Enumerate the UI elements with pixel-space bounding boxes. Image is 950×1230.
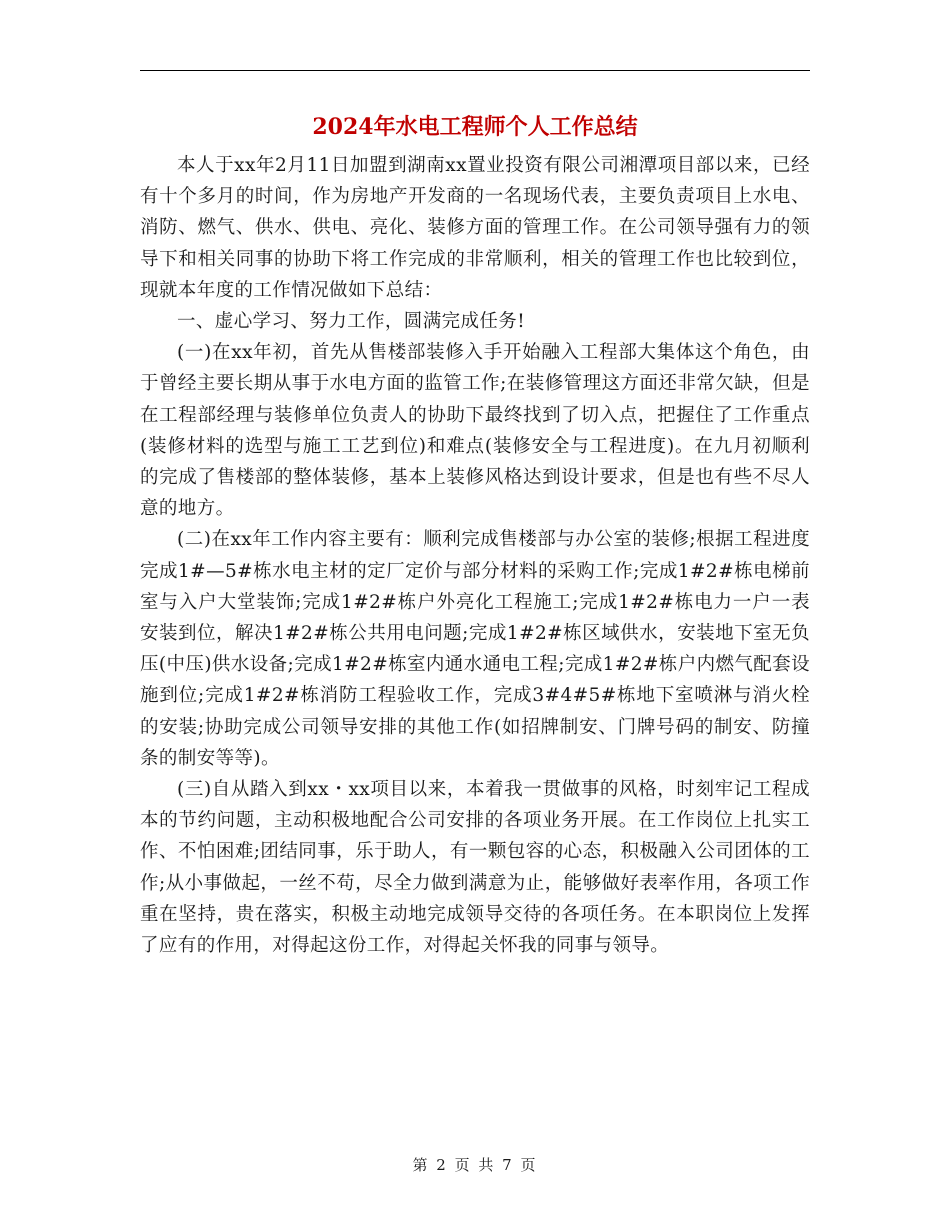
header-rule (140, 70, 810, 71)
document-body (140, 150, 810, 961)
paragraph-intro: 本人于xx年2月11日加盟到湖南xx置业投资有限公司湘潭项目部以来，已经有十个多月的时间，作为房地产开发商的一名现场代表，主要负责项目上水电、消防、燃气、供水、供电、亮化、装修方面的管理工作。在公司领导强有力的领导下和相关同事的协助下将工作完成的非常顺利，相关的管理工作也比较到位，现就本年度的工作情况做如下总结： (140, 155, 810, 301)
paragraph-item-1: (一)在xx年初，首先从售楼部装修入手开始融入工程部大集体这个角色，由于曾经主要长期从事于水电方面的监管工作;在装修管理这方面还非常欠缺，但是在工程部经理与装修单位负责人的协助下最终找到了切入点，把握住了工作重点(装修材料的选型与施工工艺到位)和难点(装修安全与工程进度)。在九月初顺利的完成了售楼部的整体装修，基本上装修风格达到设计要求，但是也有些不尽人意的地方。 (140, 342, 810, 520)
paragraph-item-3: (三)自从踏入到xx・xx项目以来，本着我一贯做事的风格，时刻牢记工程成本的节约问题，主动积极地配合公司安排的各项业务开展。在工作岗位上扎实工作、不怕困难;团结同事，乐于助人，有一颗包容的心态，积极融入公司团体的工作;从小事做起，一丝不苟，尽全力做到满意为止，能够做好表率作用，各项工作重在坚持，贵在落实，积极主动地完成领导交待的各项任务。在本职岗位上发挥了应有的作用，对得起这份工作，对得起关怀我的同事与领导。 (140, 779, 810, 957)
page-number-footer: 第 2 页 共 7 页 (412, 1156, 538, 1174)
section-heading-1: 一、虚心学习、努力工作，圆满完成任务! (177, 311, 526, 333)
document-title: 2024年水电工程师个人工作总结 (312, 114, 638, 140)
paragraph-item-2: (二)在xx年工作内容主要有：顺利完成售楼部与办公室的装修;根据工程进度完成1#—5#栋水电主材的定厂定价与部分材料的采购工作;完成1#2#栋电梯前室与入户大堂装饰;完成1#2#栋户外亮化工程施工;完成1#2#栋电力一户一表安装到位，解决1#2#栋公共用电问题;完成1#2#栋区域供水，安装地下室无负压(中压)供水设备;完成1#2#栋室内通水通电工程;完成1#2#栋户内燃气配套设施到位;完成1#2#栋消防工程验收工作，完成3#4#5#栋地下室喷淋与消火栓的安装;协助完成公司领导安排的其他工作(如招牌制安、门牌号码的制安、防撞条的制安等等)。 (140, 529, 810, 769)
